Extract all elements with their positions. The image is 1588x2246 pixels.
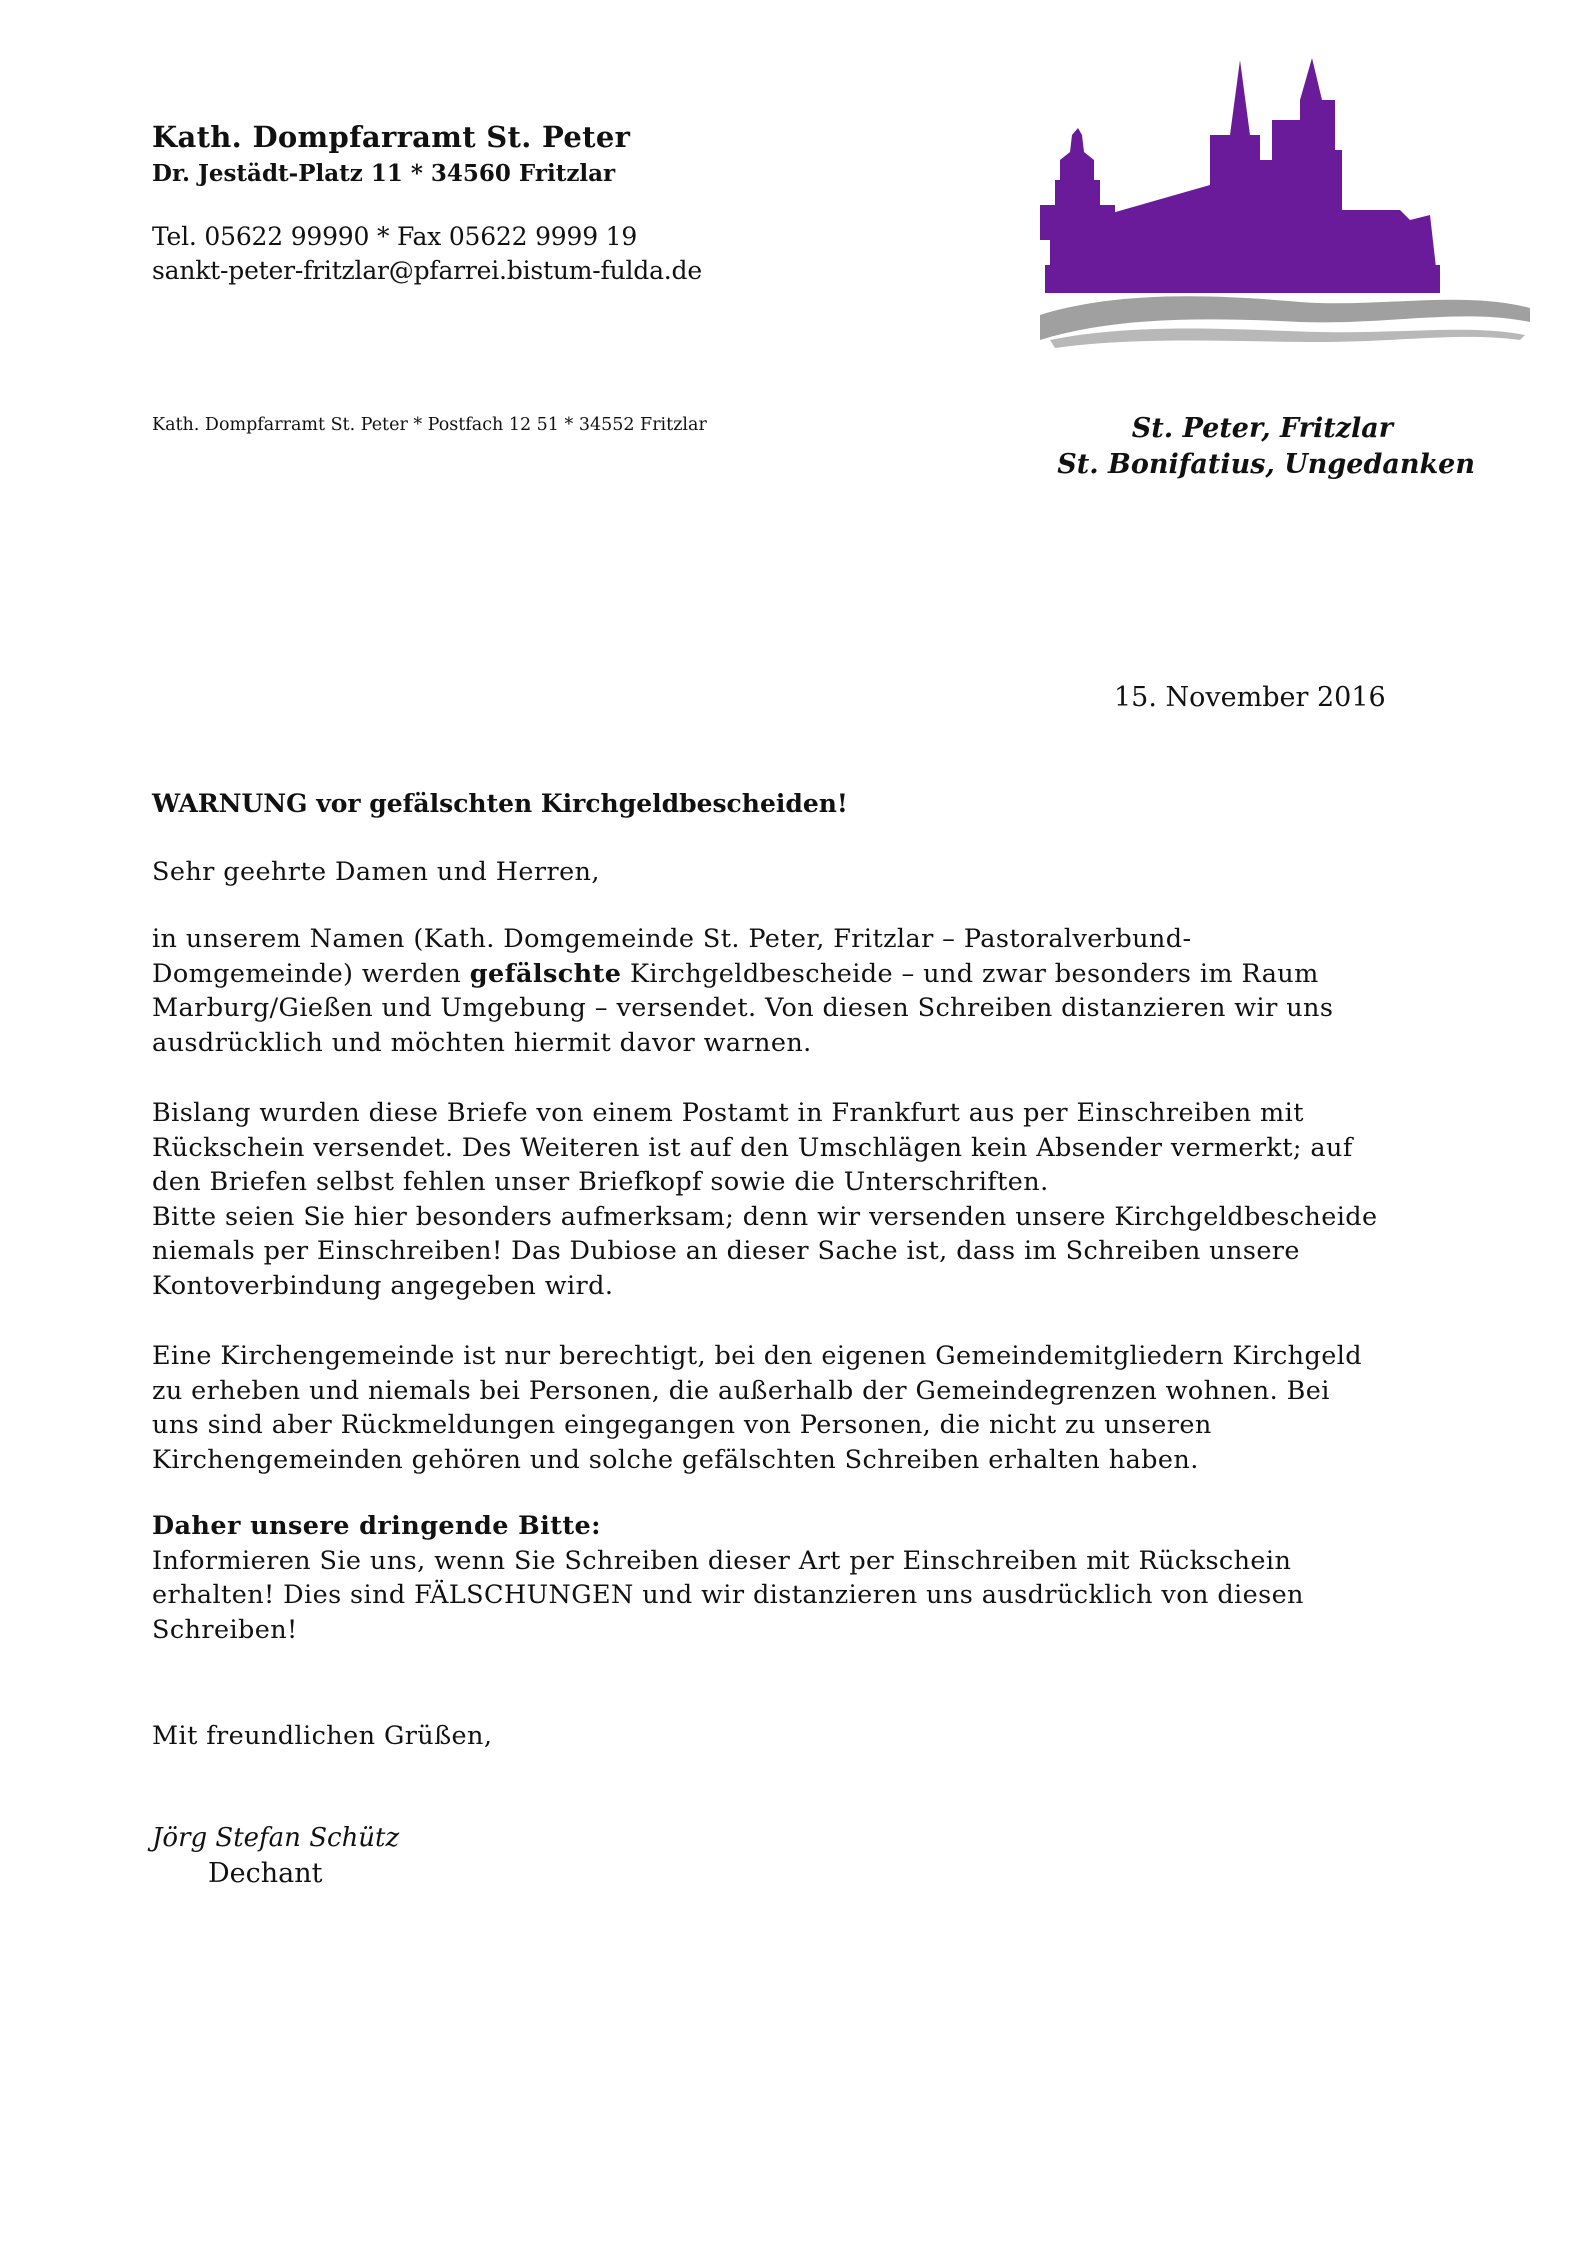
parish-name-2: St. Bonifatius, Ungedanken	[1057, 449, 1475, 480]
paragraph-line: Bitte seien Sie hier besonders aufmerksam; denn wir versenden unsere Kirchgeldbescheide	[152, 1201, 1378, 1232]
text-segment: Domgemeinde) werden	[152, 958, 470, 989]
paragraph-2	[152, 1096, 1452, 1304]
salutation	[152, 855, 1452, 890]
return-address: Kath. Dompfarramt St. Peter * Postfach 12 51 * 34552 Fritzlar	[152, 415, 707, 435]
paragraph-line: ausdrücklich und möchten hiermit davor warnen.	[152, 1027, 812, 1058]
parish-name-1: St. Peter, Fritzlar	[1131, 413, 1393, 444]
subject-line: WARNUNG vor gefälschten Kirchgeldbescheiden!	[152, 789, 848, 818]
paragraph-3	[152, 1339, 1452, 1477]
paragraph-line: Marburg/Gießen und Umgebung – versendet. Von diesen Schreiben distanzieren wir uns	[152, 993, 1334, 1024]
closing-text: Mit freundlichen Grüßen,	[152, 1721, 493, 1751]
paragraph-line: zu erheben und niemals bei Personen, die außerhalb der Gemeindegrenzen wohnen. Bei	[152, 1375, 1330, 1406]
text-segment: Kirchgeldbescheide – und zwar besonders im Raum	[621, 958, 1319, 989]
salutation-text: Sehr geehrte Damen und Herren,	[152, 857, 600, 887]
paragraph-line: Kirchengemeinden gehören und solche gefälschten Schreiben erhalten haben.	[152, 1444, 1199, 1475]
paragraph-line	[152, 957, 1452, 992]
paragraph-line: Informieren Sie uns, wenn Sie Schreiben dieser Art per Einschreiben mit Rückschein	[152, 1545, 1292, 1576]
request-heading: Daher unsere dringende Bitte:	[152, 1511, 601, 1541]
paragraph-4	[152, 1509, 1452, 1647]
paragraph-line: Eine Kirchengemeinde ist nur berechtigt, bei den eigenen Gemeindemitgliedern Kirchgeld	[152, 1341, 1362, 1371]
paragraph-line: Bislang wurden diese Briefe von einem Postamt in Frankfurt aus per Einschreiben mit	[152, 1098, 1304, 1128]
paragraph-line: Kontoverbindung angegeben wird.	[152, 1270, 614, 1301]
sender-address: Dr. Jestädt-Platz 11 * 34560 Fritzlar	[152, 160, 616, 187]
paragraph-line: in unserem Namen (Kath. Domgemeinde St. Peter, Fritzlar – Pastoralverbund-	[152, 924, 1192, 954]
signature-title: Dechant	[208, 1858, 323, 1889]
email-address: sankt-peter-fritzlar@pfarrei.bistum-fulda.de	[152, 256, 702, 285]
paragraph-line: den Briefen selbst fehlen unser Briefkopf sowie die Unterschriften.	[152, 1167, 1049, 1198]
paragraph-line: niemals per Einschreiben! Das Dubiose an dieser Sache ist, dass im Schreiben unsere	[152, 1236, 1300, 1267]
closing	[152, 1719, 1452, 1754]
church-silhouette-logo	[960, 40, 1550, 360]
emphasis-text: gefälschte	[469, 958, 622, 989]
paragraph-line: uns sind aber Rückmeldungen eingegangen von Personen, die nicht zu unseren	[152, 1410, 1212, 1441]
phone-fax: Tel. 05622 99990 * Fax 05622 9999 19	[152, 222, 638, 251]
letter-date: 15. November 2016	[1114, 682, 1386, 713]
paragraph-line: Rückschein versendet. Des Weiteren ist auf den Umschlägen kein Absender vermerkt; auf	[152, 1132, 1353, 1163]
paragraph-1	[152, 922, 1452, 1060]
signature-name: Jörg Stefan Schütz	[152, 1823, 400, 1853]
paragraph-line: erhalten! Dies sind FÄLSCHUNGEN und wir distanzieren uns ausdrücklich von diesen	[152, 1580, 1304, 1611]
paragraph-line: Schreiben!	[152, 1614, 298, 1645]
sender-name: Kath. Dompfarramt St. Peter	[152, 120, 631, 154]
